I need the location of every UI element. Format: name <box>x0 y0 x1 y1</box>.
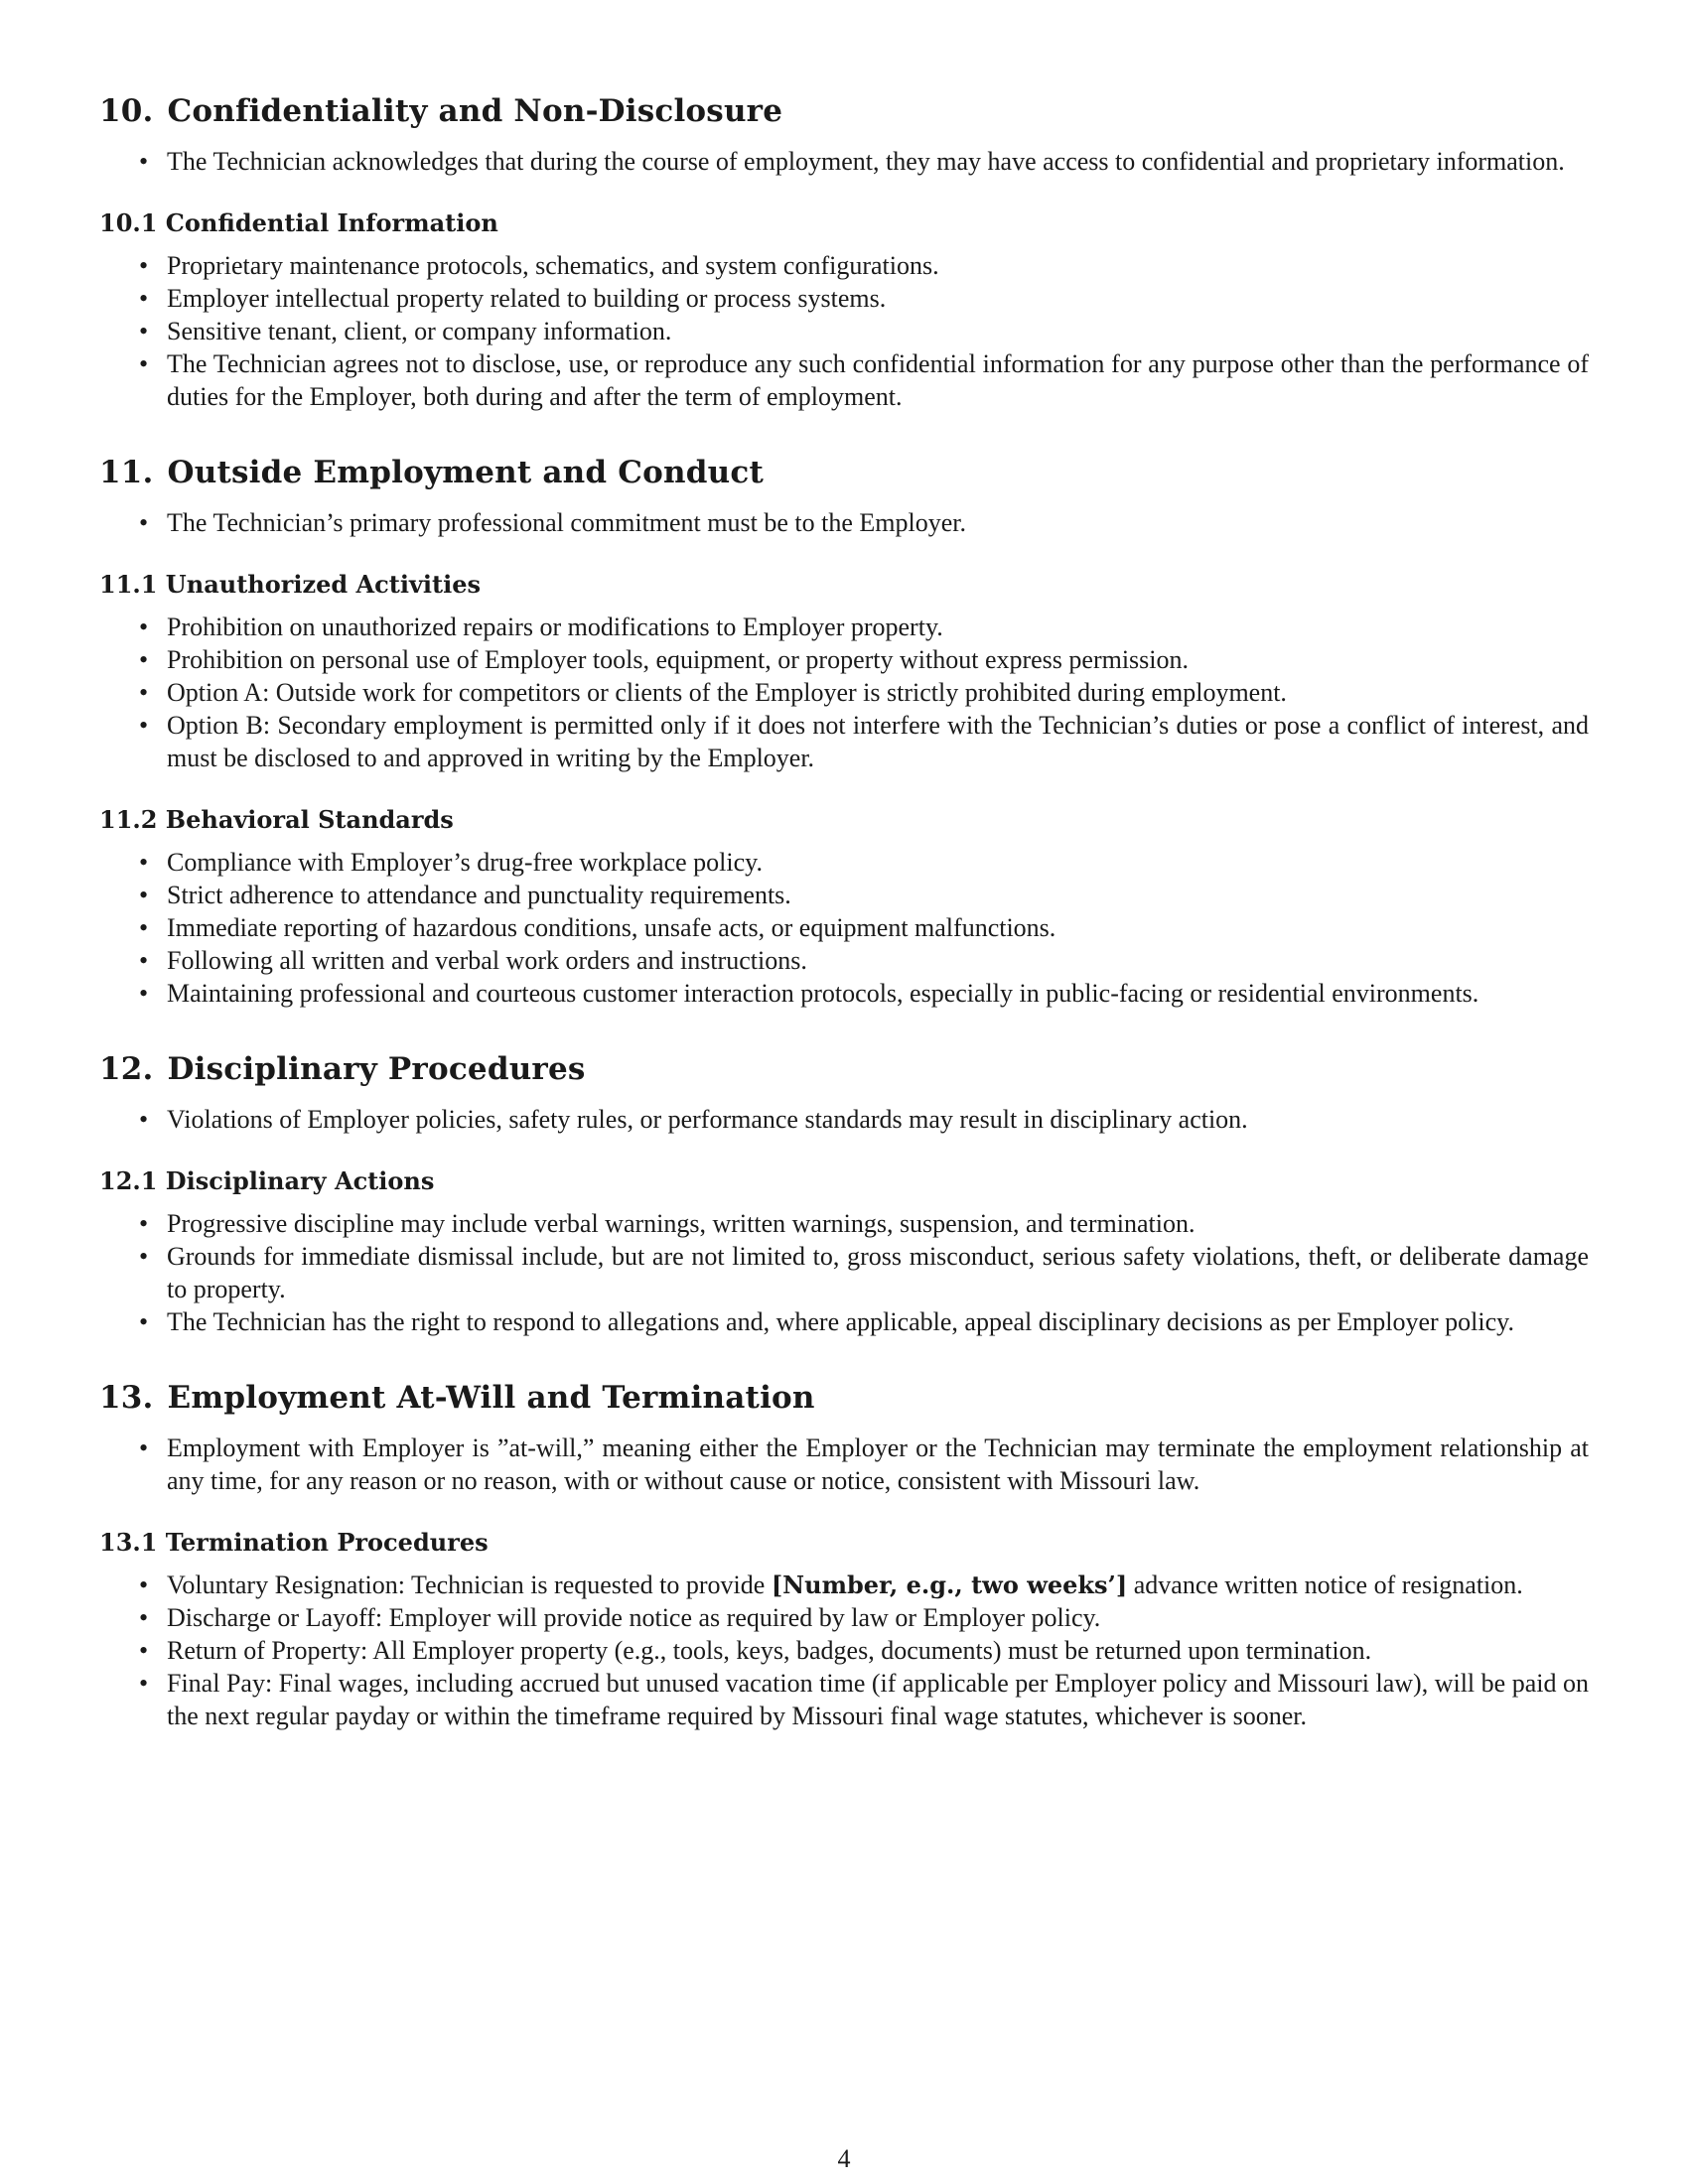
section-heading: 11. Outside Employment and Conduct <box>99 455 764 490</box>
list-item: • Violations of Employer policies, safety rules, or performance standards may result in disciplinary action. <box>167 1103 1589 1136</box>
notice-period-placeholder: [Number, e.g., two weeks’] <box>771 1570 1128 1599</box>
list-item: • The Technician acknowledges that during the course of employment, they may have access to confidential and proprietary information. <box>167 145 1589 178</box>
page-number: 4 <box>837 2144 851 2173</box>
bullet-list <box>99 249 1589 413</box>
intro-list <box>99 145 1589 178</box>
list-item: • Sensitive tenant, client, or company information. <box>167 315 1589 347</box>
section-heading: 10. Confidentiality and Non-Disclosure <box>99 93 783 129</box>
intro-list <box>99 506 1589 539</box>
list-item: • Strict adherence to attendance and punctuality requirements. <box>167 879 1589 911</box>
list-item: • Prohibition on unauthorized repairs or modifications to Employer property. <box>167 611 1589 643</box>
bullet-list <box>99 611 1589 774</box>
bullet-list <box>99 846 1589 1010</box>
list-item: • Maintaining professional and courteous customer interaction protocols, especially in public-facing or residential environments. <box>167 977 1589 1010</box>
intro-list <box>99 1432 1589 1497</box>
list-item: • Progressive discipline may include verbal warnings, written warnings, suspension, and termination. <box>167 1207 1589 1240</box>
list-item: • The Technician has the right to respond to allegations and, where applicable, appeal disciplinary decisions as per Employer policy. <box>167 1305 1589 1338</box>
list-item: • Employment with Employer is ”at-will,” meaning either the Employer or the Technician may terminate the employment relationship at any time, for any reason or no reason, with or without cause or notice, consistent with Missouri law. <box>167 1432 1589 1497</box>
document-page <box>99 91 1589 1732</box>
list-item: • Prohibition on personal use of Employer tools, equipment, or property without express permission. <box>167 643 1589 676</box>
subsection-heading: 13.1 Termination Procedures <box>99 1528 489 1557</box>
section-11 <box>99 453 1589 1010</box>
subsection-heading: 12.1 Disciplinary Actions <box>99 1166 435 1195</box>
list-item: • Employer intellectual property related to building or process systems. <box>167 282 1589 315</box>
list-item: • The Technician’s primary professional commitment must be to the Employer. <box>167 506 1589 539</box>
list-item: • Following all written and verbal work orders and instructions. <box>167 944 1589 977</box>
list-item: • Return of Property: All Employer property (e.g., tools, keys, badges, documents) must be returned upon termination. <box>167 1634 1589 1667</box>
section-10 <box>99 91 1589 413</box>
list-item: • Immediate reporting of hazardous conditions, unsafe acts, or equipment malfunctions. <box>167 911 1589 944</box>
section-12 <box>99 1049 1589 1338</box>
list-item: • Option A: Outside work for competitors or clients of the Employer is strictly prohibited during employment. <box>167 676 1589 709</box>
list-item: • Final Pay: Final wages, including accrued but unused vacation time (if applicable per Employer policy and Missouri law), will be paid on the next regular payday or within the timeframe required by Missouri final wage statutes, whichever is sooner. <box>167 1667 1589 1732</box>
subsection-heading: 11.2 Behavioral Standards <box>99 805 454 834</box>
list-item: • Discharge or Layoff: Employer will provide notice as required by law or Employer policy. <box>167 1601 1589 1634</box>
list-item: • The Technician agrees not to disclose, use, or reproduce any such confidential information for any purpose other than the performance of duties for the Employer, both during and after the term of employment. <box>167 347 1589 413</box>
section-heading: 13. Employment At-Will and Termination <box>99 1380 815 1416</box>
subsection-heading: 11.1 Unauthorized Activities <box>99 570 482 599</box>
subsection-heading: 10.1 Confidential Information <box>99 208 498 237</box>
bullet-list <box>99 1569 1589 1732</box>
section-13 <box>99 1378 1589 1732</box>
list-item: • Compliance with Employer’s drug-free workplace policy. <box>167 846 1589 879</box>
bullet-list <box>99 1207 1589 1338</box>
list-item-voluntary-resignation: • Voluntary Resignation: Technician is requested to provide [Number, e.g., two weeks’] advance written notice of resignation. <box>167 1569 1589 1601</box>
list-item: • Grounds for immediate dismissal include, but are not limited to, gross misconduct, serious safety violations, theft, or deliberate damage to property. <box>167 1240 1589 1305</box>
list-item: • Option B: Secondary employment is permitted only if it does not interfere with the Technician’s duties or pose a conflict of interest, and must be disclosed to and approved in writing by the Employer. <box>167 709 1589 774</box>
intro-list <box>99 1103 1589 1136</box>
list-item: • Proprietary maintenance protocols, schematics, and system configurations. <box>167 249 1589 282</box>
section-heading: 12. Disciplinary Procedures <box>99 1051 586 1087</box>
